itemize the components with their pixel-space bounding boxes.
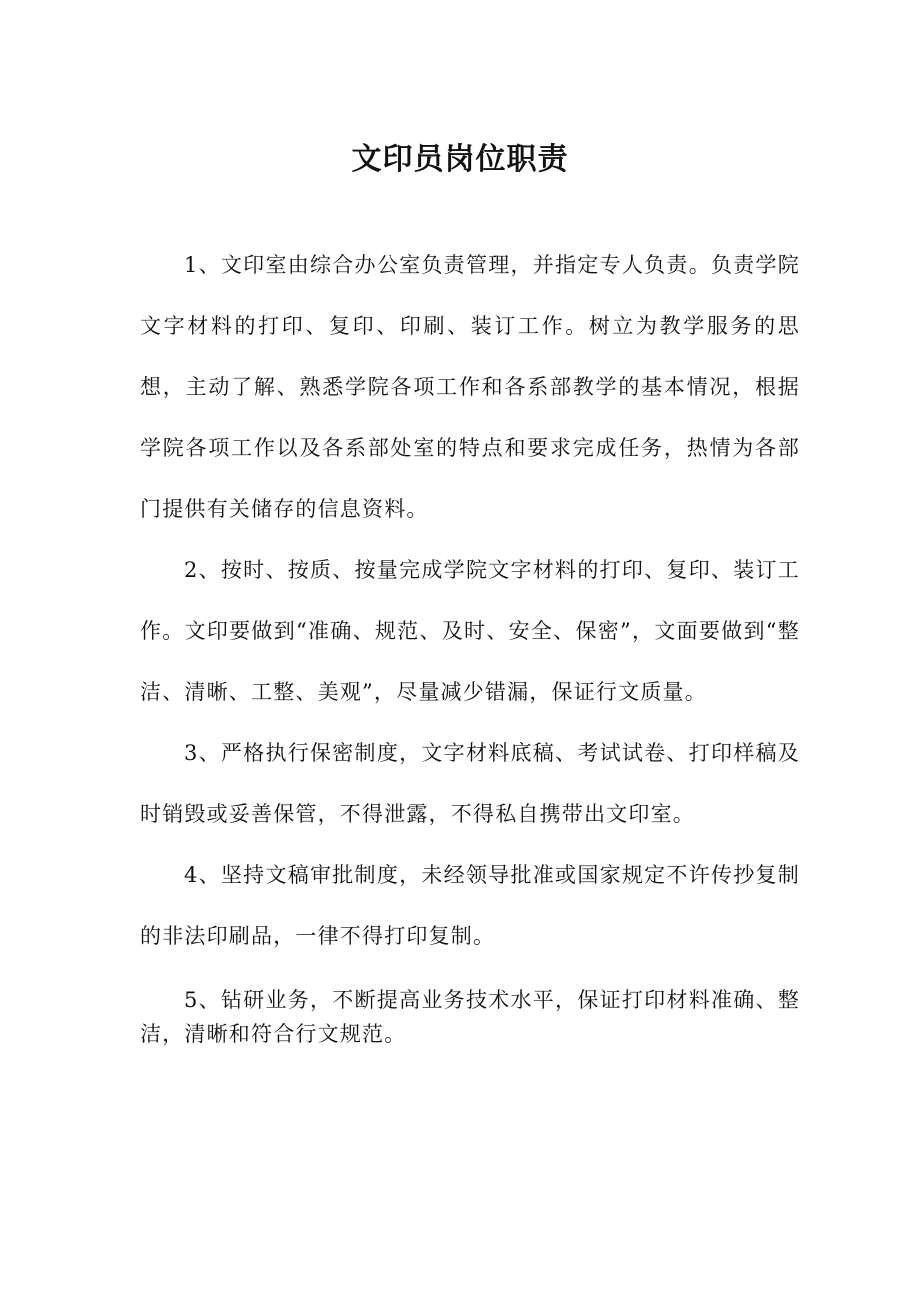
paragraph-4: 4、坚持文稿审批制度，未经领导批准或国家规定不许传抄复制的非法印刷品，一律不得打印复制。 xyxy=(140,863,800,948)
paragraph-1: 1、文印室由综合办公室负责管理，并指定专人负责。负责学院文字材料的打印、复印、印刷、装订工作。树立为教学服务的思想，主动了解、熟悉学院各项工作和各系部教学的基本情况，根据学院各项工作以及各系部处室的特点和要求完成任务，热情为各部门提供有关储存的信息资料。 xyxy=(140,253,800,521)
document-body xyxy=(140,235,800,1051)
paragraph-2: 2、按时、按质、按量完成学院文字材料的打印、复印、装订工作。文印要做到“准确、规范、及时、安全、保密”，文面要做到“整洁、清晰、工整、美观”，尽量减少错漏，保证行文质量。 xyxy=(140,558,800,704)
paragraph-3: 3、严格执行保密制度，文字材料底稿、考试试卷、打印样稿及时销毁或妥善保管，不得泄露，不得私自携带出文印室。 xyxy=(140,741,800,826)
paragraph-5: 5、钻研业务，不断提高业务技术水平，保证打印材料准确、整洁，清晰和符合行文规范。 xyxy=(140,988,800,1046)
page-title: 文印员岗位职责 xyxy=(351,142,569,177)
